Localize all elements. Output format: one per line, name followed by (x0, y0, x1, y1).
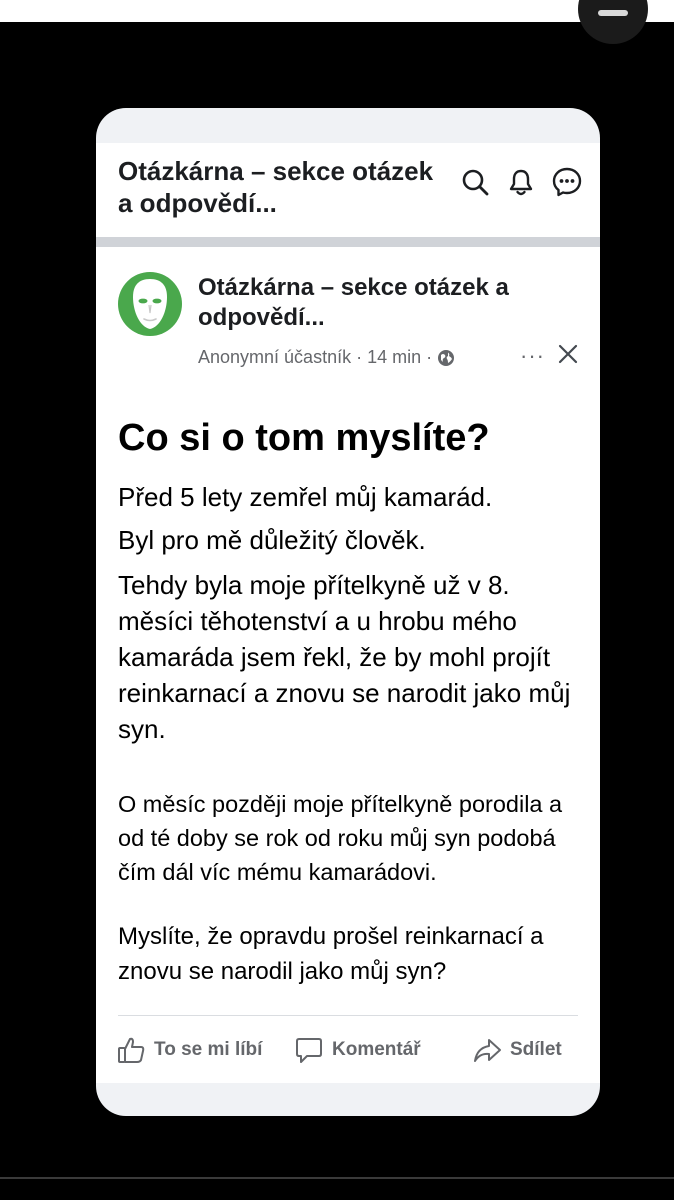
post-actions (96, 1033, 600, 1075)
share-button[interactable] (472, 1033, 562, 1067)
group-avatar[interactable] (118, 272, 182, 336)
post-paragraph: Tehdy byla moje přítelkyně už v 8. měsíci těhotenství a u hrobu mého kamaráda jsem řekl, že by mohl projít reinkarnací a znovu se narodit jako můj syn. (118, 570, 571, 744)
comment-button[interactable] (294, 1033, 421, 1067)
close-icon[interactable] (556, 342, 580, 366)
home-button[interactable] (578, 0, 648, 44)
comment-label: Komentář (332, 1039, 421, 1060)
group-header (96, 143, 600, 237)
meta-separator: · (426, 347, 433, 367)
top-strip (0, 0, 674, 22)
post-paragraph: Před 5 lety zemřel můj kamarád. (118, 482, 493, 512)
post (96, 247, 600, 1083)
header-divider (96, 237, 600, 247)
header-title: Otázkárna – sekce otázek a odpovědí... (118, 156, 434, 218)
actions-divider (118, 1015, 578, 1016)
globe-icon (437, 349, 455, 367)
post-meta (198, 347, 455, 368)
post-screenshot-card (96, 108, 600, 1116)
group-name-link[interactable]: Otázkárna – sekce otázek a odpovědí... (198, 274, 509, 331)
like-button[interactable] (116, 1033, 262, 1067)
comment-icon (294, 1035, 324, 1065)
post-time[interactable]: 14 min (367, 347, 422, 367)
header-icons (458, 165, 584, 199)
messenger-icon[interactable] (550, 165, 584, 199)
bell-icon[interactable] (504, 165, 538, 199)
meta-separator: · (356, 347, 363, 367)
share-label: Sdílet (510, 1039, 562, 1060)
bottom-divider (0, 1177, 674, 1179)
search-icon[interactable] (458, 165, 492, 199)
author-name[interactable]: Anonymní účastník (198, 347, 352, 367)
post-paragraph: O měsíc později moje přítelkyně porodila a od té doby se rok od roku můj syn podobá čím dál víc mému kamarádovi. (118, 791, 563, 885)
share-icon (472, 1035, 502, 1065)
post-heading: Co si o tom myslíte? (118, 417, 490, 459)
post-paragraph: Myslíte, že opravdu prošel reinkarnací a znovu se narodil jako můj syn? (118, 923, 544, 985)
like-label: To se mi líbí (154, 1039, 263, 1060)
mask-icon (118, 272, 182, 336)
more-options-button[interactable]: ··· (520, 343, 545, 368)
post-paragraph: Byl pro mě důležitý člověk. (118, 525, 426, 555)
thumbs-up-icon (116, 1035, 146, 1065)
